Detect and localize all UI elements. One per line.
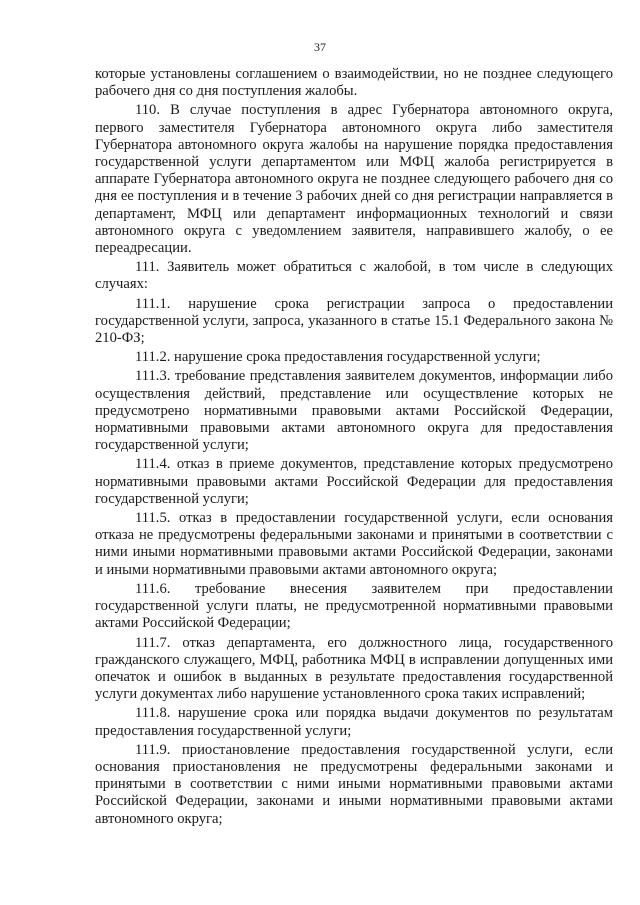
document-body [95, 66, 613, 830]
paragraph-111-4: 111.4. отказ в приеме документов, представление которых предусмотрено нормативными правовыми актами Российской Федерации для предоставления государственной услуги; [95, 456, 613, 507]
paragraph-111-7: 111.7. отказ департамента, его должностного лица, государственного гражданского служащего, МФЦ, работника МФЦ в исправлении допущенных ими опечаток и ошибок в выданных в результате предоставления государственной услуги документах либо нарушение установленного срока таких исправлений; [95, 634, 613, 703]
paragraph-111-3: 111.3. требование представления заявителем документов, информации либо осуществления действий, представление или осуществление которых не предусмотрено нормативными правовыми актами Российской Федерации, нормативными правовыми актами автономного округа для предоставления государственной услуги; [95, 368, 613, 454]
paragraph-111-8: 111.8. нарушение срока или порядка выдачи документов по результатам предоставления государственной услуги; [95, 705, 613, 739]
paragraph-continuation: которые установлены соглашением о взаимодействии, но не позднее следующего рабочего дня со дня поступления жалобы. [95, 66, 613, 100]
paragraph-110: 110. В случае поступления в адрес Губернатора автономного округа, первого заместителя Губернатора автономного округа либо заместителя Губернатора автономного округа жалобы на нарушение порядка предоставления государственной услуги департаментом или МФЦ жалоба регистрируется в аппарате Губернатора автономного округа не позднее следующего рабочего дня со дня ее поступления и в течение 3 рабочих дней со дня регистрации направляется в департамент, МФЦ или департамент информационных технологий и связи автономного округа с уведомлением заявителя, направившего жалобу, о ее переадресации. [95, 102, 613, 257]
paragraph-111-2: 111.2. нарушение срока предоставления государственной услуги; [135, 349, 541, 366]
page-number: 37 [314, 40, 326, 54]
paragraph-111-9: 111.9. приостановление предоставления государственной услуги, если основания приостановления не предусмотрены федеральными законами и принятыми в соответствии с ними иными нормативными правовыми актами Российской Федерации, законами и иными нормативными правовыми актами автономного округа; [95, 741, 613, 827]
paragraph-111: 111. Заявитель может обратиться с жалобой, в том числе в следующих случаях: [95, 259, 613, 293]
paragraph-111-5: 111.5. отказ в предоставлении государственной услуги, если основания отказа не предусмотрены федеральными законами и принятыми в соответствии с ними иными нормативными правовыми актами Российской Федерации, законами и иными нормативными правовыми актами автономного округа; [95, 510, 613, 578]
paragraph-111-6: 111.6. требование внесения заявителем при предоставлении государственной услуги платы, не предусмотренной нормативными правовыми актами Российской Федерации; [95, 580, 613, 632]
paragraph-111-1: 111.1. нарушение срока регистрации запроса о предоставлении государственной услуги, запроса, указанного в статье 15.1 Федерального закона № 210-ФЗ; [95, 295, 613, 347]
